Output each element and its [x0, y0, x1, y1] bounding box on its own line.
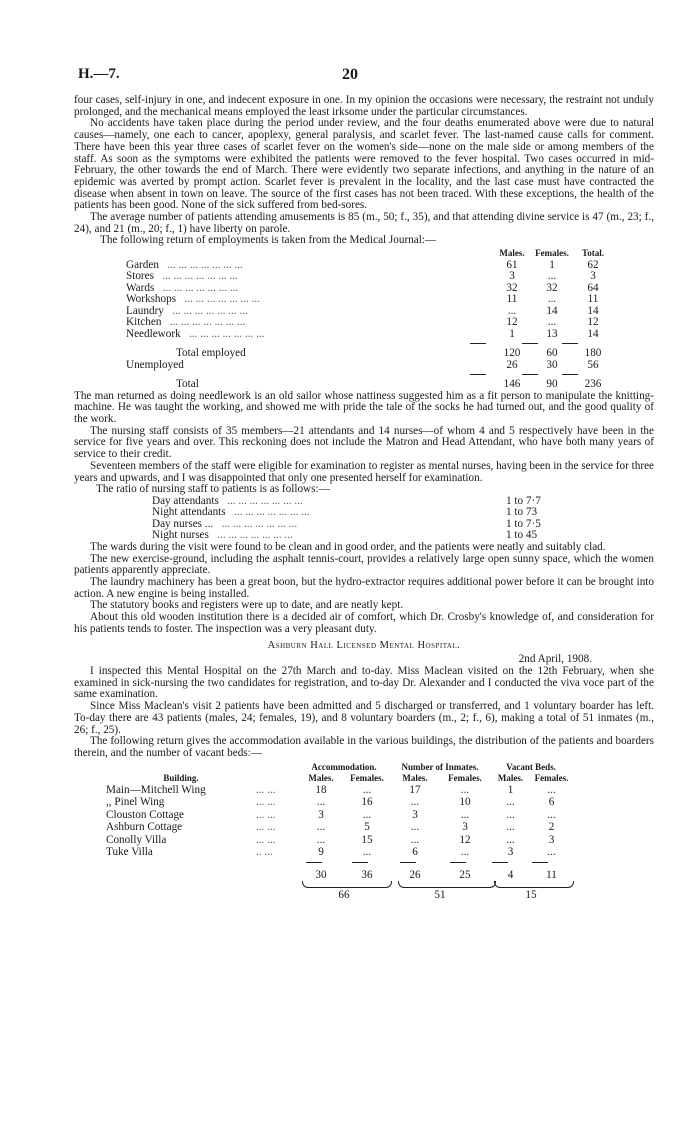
table-cell: ...	[316, 796, 326, 809]
paragraph: The ratio of nursing staff to patients is as follows:—	[96, 483, 330, 496]
table-cell: 30	[315, 868, 327, 881]
table-cell: 146	[503, 378, 521, 391]
paragraph: Since Miss Maclean's visit 2 patients have been admitted and 5 discharged or transferred, and 1 voluntary boarder has left. To-day there are 43 patients (males, 24; females, 19), and 8 voluntary boarders (m., 2; f., 6), making a total of 51 inmates (m., 26; f., 25).	[74, 700, 654, 736]
table-cell: 12	[587, 316, 599, 329]
table-row	[126, 260, 614, 272]
table-cell: ...	[547, 270, 557, 283]
row-label: Total employed	[176, 348, 246, 360]
leader-dots: ... ...	[256, 796, 276, 809]
leader-dots: ... ...	[256, 808, 276, 821]
table-cell: 4	[507, 868, 514, 881]
row-label: Main—Mitchell Wing	[106, 783, 206, 796]
row-label: Day nurses ... ... ... ... ... ... ... ...	[152, 518, 298, 530]
column-header: Females.	[534, 772, 569, 783]
table-cell: 15	[525, 889, 537, 902]
table-cell: 2	[548, 821, 555, 834]
page-number: 20	[342, 66, 358, 83]
column-header: Vacant Beds.	[506, 761, 556, 772]
paragraph: The statutory books and registers were up to date, and are neatly kept.	[90, 599, 404, 612]
row-label: Garden ... ... ... ... ... ... ...	[126, 259, 243, 271]
table-row	[126, 283, 614, 295]
column-header: Total.	[582, 248, 604, 259]
row-label: Ashburn Cottage	[106, 821, 183, 834]
table-cell: ...	[547, 846, 556, 859]
table-cell: ...	[547, 316, 557, 329]
row-label: Stores ... ... ... ... ... ... ...	[126, 271, 238, 283]
table-row	[126, 348, 614, 360]
table-row	[106, 821, 606, 834]
table-cell: ...	[507, 304, 517, 317]
table-cell: ...	[547, 783, 556, 796]
table-cell: ...	[506, 821, 515, 834]
row-label: Tuke Villa	[106, 846, 153, 859]
column-header: Males.	[402, 772, 428, 783]
table-cell: ...	[316, 833, 326, 846]
paragraph: The man returned as doing needlework is an old sailor whose nattiness suggested him as a fit person to manipulate the knitting-machine. He was taught the working, and showed me with pride the tale of the socks he had turned out, and the good quality of the work.	[74, 389, 654, 426]
table-row	[126, 496, 566, 508]
table-cell: ...	[506, 808, 515, 821]
column-header: Females.	[448, 772, 482, 783]
table-cell: 11	[546, 868, 557, 881]
table-cell: 26	[506, 358, 518, 371]
table-cell: 12	[459, 833, 471, 846]
leader-dots: .. ...	[256, 846, 273, 859]
table-cell: ...	[362, 808, 372, 821]
table-cell: 13	[546, 327, 558, 340]
table-cell: ...	[506, 796, 515, 809]
accommodation-totals	[106, 869, 606, 882]
table-cell: 10	[459, 796, 471, 809]
table-cell: 1	[507, 783, 514, 796]
table-cell: ...	[506, 833, 515, 846]
table-cell: 3	[462, 821, 468, 834]
paragraph: The following return of employments is taken from the Medical Journal:—	[100, 234, 437, 247]
column-header: Females.	[350, 772, 384, 783]
table-cell: ...	[410, 821, 420, 834]
row-label: Wards ... ... ... ... ... ... ...	[126, 282, 239, 294]
table-row	[126, 519, 566, 531]
table-cell: ...	[460, 808, 470, 821]
table-cell: 180	[584, 347, 602, 360]
table-row	[126, 360, 614, 372]
row-label: Kitchen ... ... ... ... ... ... ...	[126, 317, 246, 329]
row-label: Night attendants ... ... ... ... ... ... ...	[152, 507, 310, 519]
table-cell: 15	[361, 833, 373, 846]
table-cell: 1	[549, 258, 555, 271]
table-cell: 18	[315, 783, 327, 796]
table-cell: 17	[409, 783, 421, 796]
accommodation-header	[106, 762, 606, 773]
table-cell: 120	[503, 347, 521, 360]
table-row	[126, 271, 614, 283]
table-row	[126, 294, 614, 306]
table-cell: 12	[506, 316, 518, 329]
table-cell: 64	[587, 281, 599, 294]
table-cell: ...	[410, 796, 420, 809]
table-cell: 62	[587, 258, 599, 271]
table-cell: 3	[318, 808, 324, 821]
row-label: Workshops ... ... ... ... ... ... ...	[126, 294, 260, 306]
document-reference: H.—7.	[78, 66, 120, 82]
table-cell: 3	[548, 833, 555, 846]
table-cell: 3	[590, 270, 596, 283]
table-cell: 60	[546, 347, 558, 360]
paragraph: I inspected this Mental Hospital on the 27th March and to-day. Miss Maclean visited on the 12th February, when she examined in sick-nursing the two candidates for registration, and to-day Dr. Alexander and I conducted the viva voce part of the same examination.	[74, 665, 654, 701]
leader-dots: ... ...	[256, 833, 276, 846]
table-cell: 1	[509, 327, 515, 340]
table-cell: ...	[410, 833, 420, 846]
paragraph: The new exercise-ground, including the asphalt tennis-court, provides a relatively large open sunny space, which the women patients apparently appreciate.	[74, 552, 654, 577]
row-label: Unemployed	[126, 359, 184, 371]
paragraph: The average number of patients attending amusements is 85 (m., 50; f., 35), and that attending divine service is 47 (m., 23; f., 24), and 21 (m., 20; f., 1) have liberty on parole.	[74, 211, 654, 235]
column-header: Females.	[535, 248, 569, 259]
ratio-value: 1 to 7·7	[506, 494, 541, 507]
table-cell: 3	[412, 808, 418, 821]
row-label: Needlework ... ... ... ... ... ... ...	[126, 328, 265, 340]
page-header	[78, 66, 644, 86]
table-cell: 14	[546, 304, 558, 317]
section-title: Ashburn Hall Licensed Mental Hospital.	[267, 639, 461, 651]
table-cell: ...	[547, 808, 556, 821]
page-body	[74, 95, 654, 902]
table-row	[126, 379, 614, 391]
table-row	[126, 306, 614, 318]
table-cell: 90	[546, 378, 558, 391]
table-cell: 25	[459, 868, 471, 881]
paragraph: No accidents have taken place during the period under review, and the four deaths enumerated above were due to natural causes—namely, one each to cancer, apoplexy, general paralysis, and scarlet fever. The last-named cause calls for comment. There have been this year three cases of scarlet fever on the women's side—none on the male side or among members of the staff. As soon as the symptoms were exhibited the patients were removed to the fever hospital. Two cases occurred in mid-February, the other towards the end of March. There were evidently two separate infections, and anything in the nature of an epidemic was averted by prompt action. Scarlet fever is prevalent in the locality, and the last case must have contracted the disease when absent in town on leave. The source of the first cases has not been traced. With these exceptions, the health of the patients has been good. None of the sick suffered from bed-sores.	[74, 117, 654, 212]
row-label: Laundry ... ... ... ... ... ... ...	[126, 305, 248, 317]
paragraph: four cases, self-injury in one, and indecent exposure in one. In my opinion the occasions were necessary, the restraint not unduly prolonged, and the mechanical means employed the least irksome under the particular circumstances.	[74, 94, 654, 118]
table-row	[106, 784, 606, 797]
leader-dots: ... ...	[256, 821, 276, 834]
employment-table	[126, 248, 614, 391]
table-row	[126, 317, 614, 329]
table-cell: ...	[316, 821, 326, 834]
table-cell: 36	[361, 868, 373, 881]
column-header: Males.	[499, 248, 525, 259]
table-cell: 61	[506, 258, 518, 271]
column-header: Accommodation.	[311, 761, 377, 772]
table-cell: 3	[509, 270, 515, 283]
paragraph: The nursing staff consists of 35 members—21 attendants and 14 nurses—of whom 4 and 5 respectively have been in the service for five years and over. This reckoning does not include the Matron and Head Attendant, who have both many years of service to their credit.	[74, 424, 654, 461]
table-cell: 32	[506, 281, 518, 294]
table-cell: 11	[587, 293, 599, 306]
row-label: ,, Pinel Wing	[106, 796, 165, 809]
ratio-value: 1 to 45	[506, 529, 538, 542]
table-row	[126, 507, 566, 519]
table-cell: 6	[412, 846, 418, 859]
table-cell: 32	[546, 281, 558, 294]
table-cell: ...	[362, 846, 372, 859]
ratio-value: 1 to 7·5	[506, 517, 541, 530]
table-cell: 56	[587, 358, 599, 371]
paragraph: The following return gives the accommodation available in the various buildings, the distribution of the patients and boarders therein, and the number of vacant beds:—	[74, 735, 654, 759]
table-cell: 14	[587, 304, 599, 317]
table-cell: 16	[361, 796, 373, 809]
table-row	[106, 846, 606, 859]
table-cell: 30	[546, 358, 558, 371]
table-cell: ...	[460, 783, 470, 796]
paragraph: Seventeen members of the staff were eligible for examination to register as mental nurses, having been in the service for three years and upwards, and I was disappointed that only one presented herself for examination.	[74, 459, 654, 484]
table-row	[126, 329, 614, 341]
table-cell: 14	[587, 327, 599, 340]
table-row	[106, 796, 606, 809]
table-cell: 236	[584, 378, 602, 391]
table-cell: 3	[507, 846, 514, 859]
paragraph: About this old wooden institution there is a decided air of comfort, which Dr. Crosby's knowledge of, and consideration for his patients tends to foster. The inspection was a very pleasant duty.	[74, 611, 654, 635]
table-cell: 9	[318, 846, 324, 859]
row-label: Night nurses ... ... ... ... ... ... ...	[152, 530, 293, 542]
table-cell: 11	[506, 293, 518, 306]
row-label: Total	[176, 379, 199, 391]
ratio-table	[126, 496, 566, 542]
column-header: Number of Inmates.	[401, 761, 479, 772]
row-label: Day attendants ... ... ... ... ... ... ...	[152, 495, 303, 507]
column-header: Males.	[308, 772, 334, 783]
accommodation-table	[106, 762, 606, 902]
table-cell: 5	[364, 821, 370, 834]
row-label: Clouston Cottage	[106, 808, 185, 821]
table-cell: ...	[547, 293, 557, 306]
table-row	[106, 809, 606, 822]
table-row	[106, 834, 606, 847]
ratio-value: 1 to 73	[506, 506, 538, 519]
row-label: Conolly Villa	[106, 833, 167, 846]
column-header: Males.	[497, 772, 524, 783]
table-cell: ...	[460, 846, 470, 859]
table-cell: 26	[409, 868, 421, 881]
paragraph: The laundry machinery has been a great boon, but the hydro-extractor requires additional power before it can be brought into action. A new engine is being installed.	[74, 576, 654, 600]
section-date: 2nd April, 1908.	[518, 653, 592, 666]
table-cell: 66	[338, 889, 350, 902]
table-cell: ...	[362, 783, 372, 796]
table-cell: 51	[434, 889, 446, 902]
column-header: Building.	[163, 772, 199, 783]
leader-dots: ... ...	[256, 783, 276, 796]
accommodation-subheader	[106, 773, 606, 784]
table-cell: 6	[548, 796, 555, 809]
employment-table-header	[126, 248, 614, 260]
paragraph: The wards during the visit were found to be clean and in good order, and the patients were neatly and suitably clad.	[90, 540, 606, 553]
